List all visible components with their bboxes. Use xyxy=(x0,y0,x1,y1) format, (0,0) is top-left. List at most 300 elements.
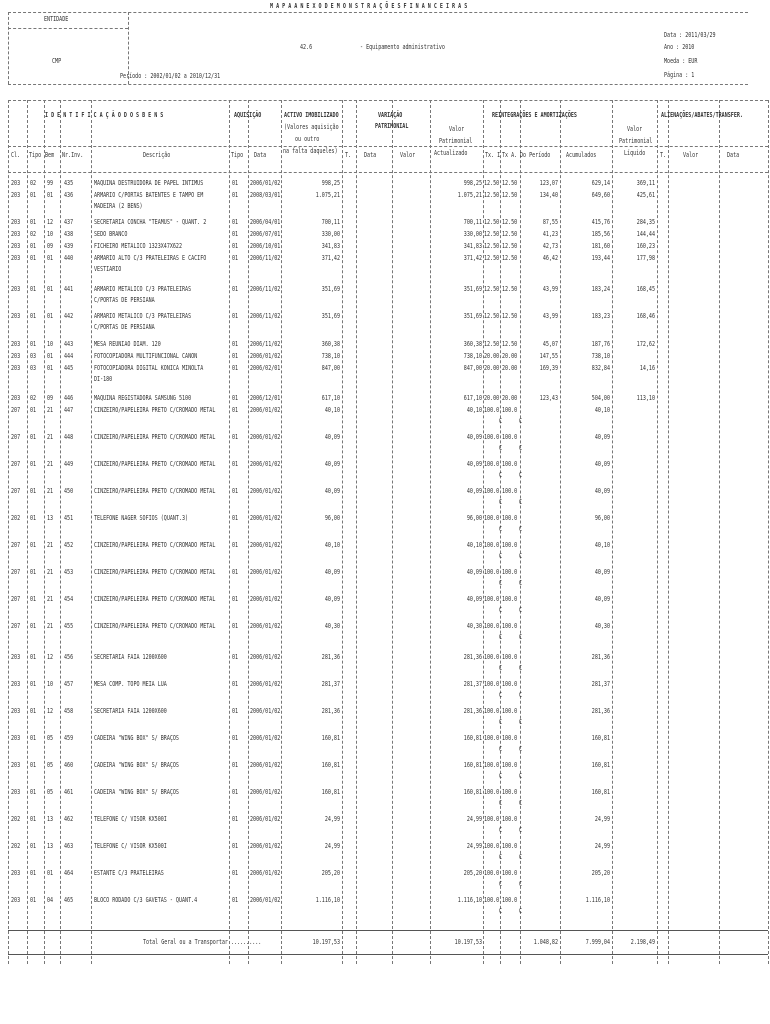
asset-type: 01 xyxy=(30,406,37,414)
acquisition-value: 24,99 xyxy=(324,842,340,850)
accumulated-depreciation: 415,76 xyxy=(591,218,610,226)
acquisition-date: 2006/01/02 xyxy=(250,179,281,187)
depreciation-header: REINTEGRAÇÕES E AMORTIZAÇÕES xyxy=(492,111,577,119)
acquisition-type: 01 xyxy=(232,595,239,603)
updated-value: 1.075,21 xyxy=(457,191,482,199)
rate-overflow-digit: C xyxy=(499,772,503,780)
acquisition-date: 2006/12/01 xyxy=(250,394,281,402)
updated-value: 360,38 xyxy=(463,340,482,348)
rate-tx-i: 20.00 xyxy=(484,352,500,360)
inventory-number: 436 xyxy=(64,191,74,199)
acquisition-type: 01 xyxy=(232,622,239,630)
acquisition-date: 2006/01/02 xyxy=(250,433,281,441)
asset-bem: 13 xyxy=(47,815,54,823)
acquisition-value: 160,81 xyxy=(321,734,340,742)
rate-tx-a: 12.50 xyxy=(502,191,518,199)
accumulated-depreciation: 281,36 xyxy=(591,653,610,661)
acquisition-value: 40,09 xyxy=(324,460,340,468)
col-description: Descrição xyxy=(143,151,171,159)
updated-value: 281,36 xyxy=(463,653,482,661)
acquisition-value: 330,00 xyxy=(321,230,340,238)
acquisition-value: 40,30 xyxy=(324,622,340,630)
asset-type: 01 xyxy=(30,191,37,199)
acquisition-value: 160,81 xyxy=(321,761,340,769)
asset-class: 203 xyxy=(11,230,21,238)
col-tipo: Tipo xyxy=(29,151,42,159)
asset-description: CINZEIRO/PAPELEIRA PRETO C/CROMADO METAL xyxy=(94,433,216,441)
asset-type: 01 xyxy=(30,460,37,468)
asset-type: 01 xyxy=(30,761,37,769)
acquisition-value: 738,10 xyxy=(321,352,340,360)
accumulated-depreciation: 504,00 xyxy=(591,394,610,402)
asset-class: 203 xyxy=(11,191,21,199)
rate-overflow-digit: C xyxy=(499,633,503,641)
asset-class: 203 xyxy=(11,707,21,715)
accumulated-depreciation: 281,37 xyxy=(591,680,610,688)
updated-value: 341,83 xyxy=(463,242,482,250)
acquisition-type: 01 xyxy=(232,487,239,495)
updated-value: 160,81 xyxy=(463,734,482,742)
asset-description: CINZEIRO/PAPELEIRA PRETO C/CROMADO METAL xyxy=(94,541,216,549)
asset-class: 203 xyxy=(11,242,21,250)
acquisition-type: 01 xyxy=(232,734,239,742)
acquisition-date: 2006/11/02 xyxy=(250,340,281,348)
asset-bem: 13 xyxy=(47,842,54,850)
inventory-number: 452 xyxy=(64,541,74,549)
rate-tx-a: 100.0 xyxy=(502,680,518,688)
accumulated-depreciation: 40,09 xyxy=(594,433,610,441)
rate-tx-a: 12.50 xyxy=(502,285,518,293)
acquisition-type: 01 xyxy=(232,230,239,238)
updated-value: 40,30 xyxy=(466,622,482,630)
asset-bem: 01 xyxy=(47,364,54,372)
acquisition-date: 2006/11/02 xyxy=(250,312,281,320)
inventory-number: 454 xyxy=(64,595,74,603)
accumulated-depreciation: 40,10 xyxy=(594,406,610,414)
rate-tx-i: 12.50 xyxy=(484,285,500,293)
asset-type: 02 xyxy=(30,230,37,238)
net-value: 168,46 xyxy=(636,312,655,320)
total-top-rule xyxy=(8,930,768,931)
rate-tx-i: 100.0 xyxy=(484,541,500,549)
rate-overflow-digit: C xyxy=(499,525,503,533)
page-number: Página : 1 xyxy=(664,71,695,79)
rate-tx-a: 12.50 xyxy=(502,218,518,226)
rate-overflow-digit: C xyxy=(519,471,523,479)
rate-tx-a: 100.0 xyxy=(502,653,518,661)
asset-class: 203 xyxy=(11,352,21,360)
rate-tx-i: 100.0 xyxy=(484,896,500,904)
inventory-number: 441 xyxy=(64,285,74,293)
rate-tx-a: 100.0 xyxy=(502,788,518,796)
entidade-box-bottom xyxy=(8,28,128,29)
col-acq-data: Data xyxy=(254,151,267,159)
net-value: 284,35 xyxy=(636,218,655,226)
acquisition-date: 2006/01/02 xyxy=(250,352,281,360)
asset-description: TELEFONE NAGER SOFIOS (QUANT.3) xyxy=(94,514,189,522)
rate-overflow-digit: C xyxy=(499,417,503,425)
rate-tx-i: 20.00 xyxy=(484,394,500,402)
acquisition-value: 998,25 xyxy=(321,179,340,187)
rate-tx-i: 100.0 xyxy=(484,595,500,603)
header-box-left xyxy=(8,12,9,84)
asset-type: 03 xyxy=(30,364,37,372)
acquisition-type: 01 xyxy=(232,191,239,199)
asset-type: 01 xyxy=(30,568,37,576)
acquisition-type: 01 xyxy=(232,179,239,187)
inventory-number: 459 xyxy=(64,734,74,742)
rate-tx-i: 12.50 xyxy=(484,312,500,320)
asset-bem: 01 xyxy=(47,254,54,262)
accumulated-depreciation: 629,14 xyxy=(591,179,610,187)
acquisition-date: 2006/01/02 xyxy=(250,541,281,549)
period-depreciation: 41,23 xyxy=(542,230,558,238)
rate-overflow-digit: C xyxy=(499,664,503,672)
accumulated-depreciation: 40,30 xyxy=(594,622,610,630)
acquisition-type: 01 xyxy=(232,869,239,877)
inventory-number: 438 xyxy=(64,230,74,238)
rate-tx-i: 100.0 xyxy=(484,653,500,661)
asset-bem: 21 xyxy=(47,541,54,549)
asset-class: 203 xyxy=(11,312,21,320)
inventory-number: 457 xyxy=(64,680,74,688)
inventory-number: 461 xyxy=(64,788,74,796)
fixed-assets-sub1: (Valores aquisição xyxy=(284,123,339,131)
asset-class: 203 xyxy=(11,761,21,769)
net-value: 160,23 xyxy=(636,242,655,250)
rate-overflow-digit: C xyxy=(499,606,503,614)
period-depreciation: 43,99 xyxy=(542,312,558,320)
net-value: 144,44 xyxy=(636,230,655,238)
asset-class: 203 xyxy=(11,788,21,796)
rate-overflow-digit: C xyxy=(519,552,523,560)
asset-description: FICHEIRO METALICO 1323X47X622 xyxy=(94,242,182,250)
asset-description: SECRETARIA FAIA 1200X600 xyxy=(94,653,167,661)
rate-overflow-digit: C xyxy=(519,606,523,614)
accumulated-depreciation: 281,36 xyxy=(591,707,610,715)
updated-value-header-1: Valor xyxy=(449,125,465,133)
asset-description: ARMARIO ALTO C/3 PRATELEIRAS E CACIFO xyxy=(94,254,207,262)
column-divider xyxy=(392,100,393,964)
net-value: 168,45 xyxy=(636,285,655,293)
acquisition-value: 341,83 xyxy=(321,242,340,250)
asset-type: 01 xyxy=(30,842,37,850)
rate-overflow-digit: C xyxy=(499,691,503,699)
asset-class: 203 xyxy=(11,364,21,372)
rate-tx-i: 100.0 xyxy=(484,433,500,441)
rate-tx-i: 100.0 xyxy=(484,761,500,769)
asset-bem: 09 xyxy=(47,394,54,402)
rate-tx-a: 12.50 xyxy=(502,230,518,238)
col-acq-tipo: Tipo xyxy=(231,151,244,159)
updated-value: 351,69 xyxy=(463,285,482,293)
rate-tx-a: 100.0 xyxy=(502,433,518,441)
acquisition-date: 2006/01/02 xyxy=(250,680,281,688)
asset-class: 203 xyxy=(11,254,21,262)
acquisition-date: 2006/01/02 xyxy=(250,460,281,468)
total-bottom-rule xyxy=(8,954,768,955)
disposals-header: ALIENAÇÕES/ABATES/TRANSFER. xyxy=(661,111,743,119)
updated-value: 40,09 xyxy=(466,487,482,495)
column-divider xyxy=(342,100,343,964)
column-divider xyxy=(44,100,45,964)
rate-overflow-digit: C xyxy=(519,745,523,753)
col-nr-inv: Nr.Inv. xyxy=(62,151,84,159)
acquisition-date: 2006/01/02 xyxy=(250,896,281,904)
acquisition-type: 01 xyxy=(232,406,239,414)
acquisition-date: 2006/01/02 xyxy=(250,869,281,877)
asset-description: MADEIRA (2 BENS) xyxy=(94,202,143,210)
asset-bem: 05 xyxy=(47,788,54,796)
acquisition-value: 281,37 xyxy=(321,680,340,688)
rate-tx-a: 100.0 xyxy=(502,734,518,742)
asset-description: BLOCO RODADO C/3 GAVETAS - QUANT.4 xyxy=(94,896,198,904)
acquisition-type: 01 xyxy=(232,680,239,688)
net-value: 425,61 xyxy=(636,191,655,199)
rate-overflow-digit: C xyxy=(499,579,503,587)
asset-type: 01 xyxy=(30,734,37,742)
rate-tx-a: 100.0 xyxy=(502,869,518,877)
asset-bem: 12 xyxy=(47,218,54,226)
asset-bem: 21 xyxy=(47,568,54,576)
rate-tx-i: 12.50 xyxy=(484,340,500,348)
asset-type: 01 xyxy=(30,340,37,348)
accumulated-depreciation: 181,60 xyxy=(591,242,610,250)
accumulated-depreciation: 183,23 xyxy=(591,312,610,320)
acquisition-type: 01 xyxy=(232,352,239,360)
accumulated-depreciation: 40,10 xyxy=(594,541,610,549)
acquisition-date: 2006/01/02 xyxy=(250,653,281,661)
acquisition-value: 351,69 xyxy=(321,312,340,320)
acquisition-date: 2006/04/01 xyxy=(250,218,281,226)
updated-value: 700,11 xyxy=(463,218,482,226)
identification-header: I D E N T I F I C A Ç Ã O D O S B E N S xyxy=(45,111,164,119)
asset-type: 01 xyxy=(30,707,37,715)
asset-description: MESA REUNIAO DIAM. 120 xyxy=(94,340,161,348)
asset-bem: 13 xyxy=(47,514,54,522)
asset-description: FOTOCOPIADORA MULTIFUNCIONAL CANON xyxy=(94,352,198,360)
asset-bem: 10 xyxy=(47,230,54,238)
total-accumulated: 7.999,04 xyxy=(585,938,610,946)
asset-type: 01 xyxy=(30,869,37,877)
asset-type: 01 xyxy=(30,254,37,262)
asset-class: 202 xyxy=(11,842,21,850)
accumulated-depreciation: 205,20 xyxy=(591,869,610,877)
inventory-number: 463 xyxy=(64,842,74,850)
accumulated-depreciation: 832,84 xyxy=(591,364,610,372)
net-value: 172,62 xyxy=(636,340,655,348)
asset-bem: 21 xyxy=(47,406,54,414)
asset-description: TELEFONE C/ VISOR KX500I xyxy=(94,815,167,823)
acquisition-value: 281,36 xyxy=(321,707,340,715)
column-divider xyxy=(657,100,658,964)
acquisition-value: 40,09 xyxy=(324,595,340,603)
asset-class: 203 xyxy=(11,394,21,402)
acquisition-type: 01 xyxy=(232,761,239,769)
col-al-data: Data xyxy=(727,151,740,159)
rate-tx-a: 100.0 xyxy=(502,815,518,823)
acquisition-date: 2006/11/02 xyxy=(250,285,281,293)
accumulated-depreciation: 649,60 xyxy=(591,191,610,199)
acquisition-date: 2006/01/02 xyxy=(250,761,281,769)
rate-tx-a: 12.50 xyxy=(502,254,518,262)
acquisition-type: 01 xyxy=(232,842,239,850)
acquisition-date: 2006/01/02 xyxy=(250,595,281,603)
inventory-number: 458 xyxy=(64,707,74,715)
rate-tx-i: 100.0 xyxy=(484,680,500,688)
asset-type: 01 xyxy=(30,433,37,441)
inventory-number: 439 xyxy=(64,242,74,250)
asset-description: SECRETARIA FAIA 1200X600 xyxy=(94,707,167,715)
fixed-assets-header: ACTIVO IMOBILIZADO xyxy=(284,111,339,119)
asset-description: ARMARIO C/PORTAS BATENTES E TAMPO EM xyxy=(94,191,204,199)
asset-class: 207 xyxy=(11,460,21,468)
asset-description: VESTIARIO xyxy=(94,265,122,273)
accumulated-depreciation: 160,81 xyxy=(591,761,610,769)
acquisition-type: 01 xyxy=(232,433,239,441)
rate-tx-i: 12.50 xyxy=(484,191,500,199)
rate-overflow-digit: C xyxy=(519,444,523,452)
col-tx-a: Tx A. xyxy=(502,151,518,159)
report-currency: Moeda : EUR xyxy=(664,57,698,65)
rate-tx-a: 100.0 xyxy=(502,568,518,576)
col-var-valor: Valor xyxy=(400,151,416,159)
accumulated-depreciation: 160,81 xyxy=(591,734,610,742)
acquisition-date: 2006/01/02 xyxy=(250,815,281,823)
updated-value: 617,10 xyxy=(463,394,482,402)
acquisition-value: 281,36 xyxy=(321,653,340,661)
asset-description: SEDO BRANCO xyxy=(94,230,128,238)
rate-tx-i: 12.50 xyxy=(484,230,500,238)
rate-overflow-digit: C xyxy=(519,718,523,726)
asset-class: 202 xyxy=(11,815,21,823)
asset-description: MAQUINA DESTRUIDORA DE PAPEL INTIMUS xyxy=(94,179,204,187)
total-net-value: 2.198,49 xyxy=(630,938,655,946)
col-al-valor: Valor xyxy=(683,151,699,159)
acquisition-date: 2006/01/02 xyxy=(250,788,281,796)
accumulated-depreciation: 96,00 xyxy=(594,514,610,522)
rate-overflow-digit: C xyxy=(519,880,523,888)
acquisition-value: 617,10 xyxy=(321,394,340,402)
column-divider xyxy=(281,100,282,964)
column-header-mid-rule xyxy=(8,146,768,147)
asset-description: ARMARIO METALICO C/3 PRATELEIRAS xyxy=(94,312,192,320)
asset-type: 02 xyxy=(30,394,37,402)
asset-type: 02 xyxy=(30,179,37,187)
updated-value: 40,09 xyxy=(466,433,482,441)
asset-description: DI-180 xyxy=(94,375,113,383)
acquisition-date: 2006/01/02 xyxy=(250,514,281,522)
variation-header: VARIAÇÃO xyxy=(378,111,403,119)
inventory-number: 464 xyxy=(64,869,74,877)
asset-description: CADEIRA "WING BOX" S/ BRAÇOS xyxy=(94,734,179,742)
asset-description: MAQUINA REGISTADORA SAMSUNG 5100 xyxy=(94,394,192,402)
account-description: - Equipamento administrativo xyxy=(360,43,445,51)
inventory-number: 444 xyxy=(64,352,74,360)
asset-bem: 05 xyxy=(47,761,54,769)
rate-tx-i: 100.0 xyxy=(484,788,500,796)
acquisition-value: 40,09 xyxy=(324,433,340,441)
acquisition-value: 351,69 xyxy=(321,285,340,293)
rate-tx-i: 100.0 xyxy=(484,622,500,630)
acquisition-date: 2006/01/02 xyxy=(250,487,281,495)
asset-type: 01 xyxy=(30,680,37,688)
asset-type: 01 xyxy=(30,622,37,630)
acquisition-type: 01 xyxy=(232,815,239,823)
updated-value: 281,36 xyxy=(463,707,482,715)
rate-overflow-digit: C xyxy=(519,772,523,780)
col-do-periodo: Do Período xyxy=(520,151,551,159)
period-depreciation: 45,07 xyxy=(542,340,558,348)
asset-class: 203 xyxy=(11,896,21,904)
column-divider xyxy=(612,100,613,964)
cmp-label: CMP xyxy=(52,57,62,65)
asset-type: 01 xyxy=(30,218,37,226)
acquisition-date: 2006/10/01 xyxy=(250,242,281,250)
asset-bem: 21 xyxy=(47,622,54,630)
inventory-number: 447 xyxy=(64,406,74,414)
rate-tx-a: 20.00 xyxy=(502,364,518,372)
accumulated-depreciation: 185,56 xyxy=(591,230,610,238)
top-rule xyxy=(8,12,748,13)
acquisition-type: 01 xyxy=(232,541,239,549)
rate-overflow-digit: C xyxy=(519,633,523,641)
column-divider xyxy=(560,100,561,964)
rate-overflow-digit: C xyxy=(499,471,503,479)
accumulated-depreciation: 187,76 xyxy=(591,340,610,348)
inventory-number: 435 xyxy=(64,179,74,187)
period-depreciation: 147,55 xyxy=(539,352,558,360)
rate-tx-a: 12.50 xyxy=(502,340,518,348)
rate-tx-a: 12.50 xyxy=(502,242,518,250)
accumulated-depreciation: 738,10 xyxy=(591,352,610,360)
acquisition-type: 01 xyxy=(232,285,239,293)
inventory-number: 450 xyxy=(64,487,74,495)
acquisition-value: 360,38 xyxy=(321,340,340,348)
asset-bem: 10 xyxy=(47,680,54,688)
acquisition-value: 700,11 xyxy=(321,218,340,226)
rate-tx-i: 12.50 xyxy=(484,179,500,187)
asset-description: FOTOCOPIADORA DIGITAL KONICA MINOLTA xyxy=(94,364,204,372)
acquisition-date: 2008/03/01 xyxy=(250,191,281,199)
column-divider xyxy=(430,100,431,964)
asset-type: 01 xyxy=(30,653,37,661)
asset-class: 203 xyxy=(11,340,21,348)
updated-value: 281,37 xyxy=(463,680,482,688)
net-value: 369,11 xyxy=(636,179,655,187)
rate-tx-i: 100.0 xyxy=(484,406,500,414)
asset-type: 01 xyxy=(30,514,37,522)
asset-bem: 09 xyxy=(47,242,54,250)
asset-class: 207 xyxy=(11,595,21,603)
asset-bem: 12 xyxy=(47,707,54,715)
column-divider xyxy=(229,100,230,964)
asset-bem: 05 xyxy=(47,734,54,742)
updated-value: 847,00 xyxy=(463,364,482,372)
rate-overflow-digit: C xyxy=(499,498,503,506)
acquisition-date: 2006/01/02 xyxy=(250,622,281,630)
rate-tx-a: 100.0 xyxy=(502,406,518,414)
col-acumulados: Acumulados xyxy=(566,151,597,159)
rate-overflow-digit: C xyxy=(519,799,523,807)
total-updated-value: 10.197,53 xyxy=(454,938,482,946)
rate-tx-a: 100.0 xyxy=(502,487,518,495)
acquisition-value: 1.075,21 xyxy=(315,191,340,199)
asset-class: 202 xyxy=(11,514,21,522)
accumulated-depreciation: 40,09 xyxy=(594,568,610,576)
rate-tx-i: 20.00 xyxy=(484,364,500,372)
asset-type: 01 xyxy=(30,595,37,603)
